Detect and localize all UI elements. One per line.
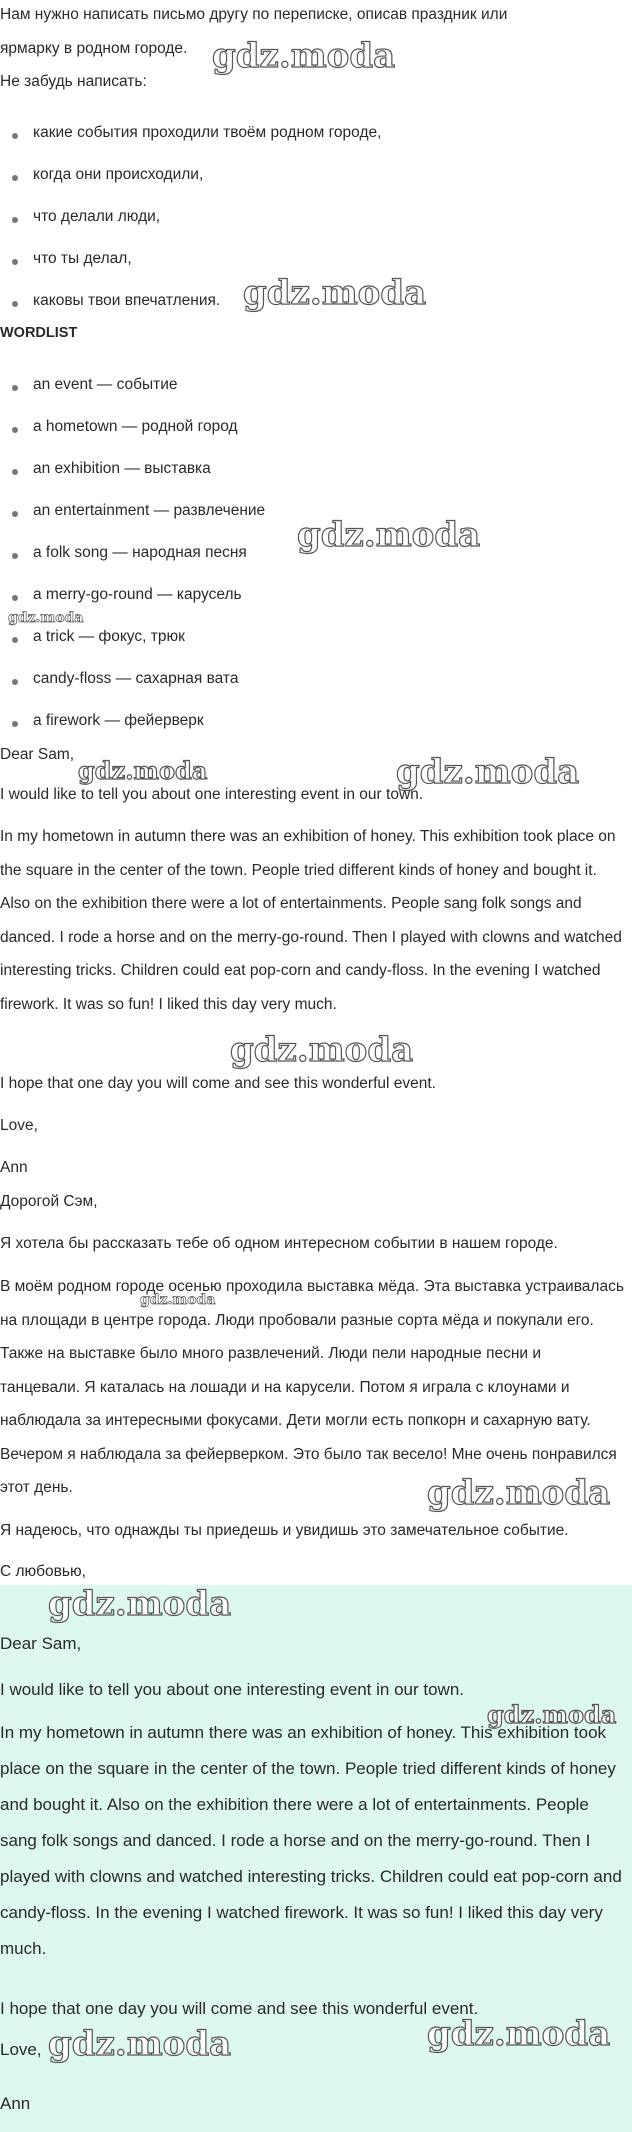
watermark-logo: gdz.moda bbox=[140, 1292, 216, 1308]
watermark-logo: gdz.moda bbox=[48, 1584, 232, 1624]
bullet-dot bbox=[12, 595, 18, 601]
task-line-1: Нам нужно написать письмо другу по переписке, описав праздник или bbox=[0, 6, 508, 23]
watermark-logo: gdz.moda bbox=[212, 36, 396, 76]
bullet-dot bbox=[12, 511, 18, 517]
watermark-logo: gdz.moda bbox=[78, 756, 208, 785]
list-item: a folk song — народная песня bbox=[33, 544, 247, 561]
bullet-dot bbox=[12, 133, 18, 139]
letter-intro: I would like to tell you about one interesting event in our town. bbox=[0, 786, 424, 803]
letter-body: In my hometown in autumn there was an exhibition of honey. This exhibition took place on the square in the center of the town. People tried different kinds of honey and bought it. Also on the exhibition there were a lot of entertainments. People sang folk songs and danced. I rode a horse and on the merry-go-round. Then I played with clowns and watched interesting tricks. Children could eat pop-corn and candy-floss. In the evening I watched firework. It was so fun! I liked this day very much. bbox=[0, 828, 622, 1013]
watermark-logo: gdz.moda bbox=[230, 1030, 414, 1070]
letter-closing-line: I hope that one day you will come and see this wonderful event. bbox=[0, 1075, 436, 1092]
watermark-logo: gdz.moda bbox=[396, 752, 580, 792]
watermark-logo: gdz.moda bbox=[487, 1700, 617, 1729]
wordlist-heading: WORDLIST bbox=[0, 325, 78, 341]
list-item: a firework — фейерверк bbox=[33, 712, 204, 729]
list-item: an entertainment — развлечение bbox=[33, 502, 266, 519]
bullet-dot bbox=[12, 469, 18, 475]
bullet-dot bbox=[12, 553, 18, 559]
watermark-logo: gdz.moda bbox=[48, 2024, 232, 2064]
list-item: какие события проходили твоём родном городе, bbox=[33, 124, 382, 141]
list-item: an exhibition — выставка bbox=[33, 460, 211, 477]
letter-closing-line: Я надеюсь, что однажды ты приедешь и увидишь это замечательное событие. bbox=[0, 1522, 569, 1539]
letter-signature: Ann bbox=[0, 2094, 31, 2113]
task-line-2: ярмарку в родном городе. bbox=[0, 40, 188, 57]
letter-closing-line: I hope that one day you will come and see this wonderful event. bbox=[0, 1999, 479, 2018]
letter-body: В моём родном городе осенью проходила выставка мёда. Эта выставка устраивалась на площади в центре города. Люди пробовали разные сорта мёда и покупали его. Также на выставке было много развлечений. Люди пели народные песни и танцевали. Я каталась на лошади и на карусели. Потом я играла с клоунами и наблюдала за интересными фокусами. Дети могли есть попкорн и сахарную вату. Вечером я наблюдала за фейерверком. Это было так весело! Мне очень понравился этот день. bbox=[0, 1278, 624, 1496]
watermark-logo: gdz.moda bbox=[243, 273, 427, 313]
list-item: a hometown — родной город bbox=[33, 418, 238, 435]
letter-signoff: С любовью, bbox=[0, 1563, 86, 1580]
list-item: что ты делал, bbox=[33, 250, 132, 267]
watermark-logo: gdz.moda bbox=[297, 515, 481, 555]
letter-signoff: Love, bbox=[0, 2040, 42, 2059]
bullet-dot bbox=[12, 637, 18, 643]
list-item: a trick — фокус, трюк bbox=[33, 628, 185, 645]
list-item: candy-floss — сахарная вата bbox=[33, 670, 239, 687]
bullet-dot bbox=[12, 217, 18, 223]
bullet-dot bbox=[12, 175, 18, 181]
letter-intro: I would like to tell you about one interesting event in our town. bbox=[0, 1680, 465, 1699]
watermark-logo: gdz.moda bbox=[8, 610, 84, 626]
watermark-logo: gdz.moda bbox=[427, 2014, 611, 2054]
list-item: каковы твои впечатления. bbox=[33, 292, 221, 309]
list-item: когда они происходили, bbox=[33, 166, 204, 183]
letter-greeting: Dear Sam, bbox=[0, 1634, 82, 1653]
task-line-3: Не забудь написать: bbox=[0, 73, 147, 90]
list-item: что делали люди, bbox=[33, 208, 161, 225]
letter-greeting: Дорогой Сэм, bbox=[0, 1193, 98, 1210]
bullet-dot bbox=[12, 721, 18, 727]
bullet-dot bbox=[12, 301, 18, 307]
letter-intro: Я хотела бы рассказать тебе об одном интересном событии в нашем городе. bbox=[0, 1235, 558, 1252]
list-item: an event — событие bbox=[33, 376, 178, 393]
bullet-dot bbox=[12, 679, 18, 685]
letter-greeting: Dear Sam, bbox=[0, 746, 75, 763]
bullet-dot bbox=[12, 259, 18, 265]
letter-signoff: Love, bbox=[0, 1117, 38, 1134]
watermark-logo: gdz.moda bbox=[427, 1473, 611, 1513]
list-item: a merry-go-round — карусель bbox=[33, 586, 242, 603]
letter-signature: Ann bbox=[0, 1159, 28, 1176]
letter-body: In my hometown in autumn there was an exhibition of honey. This exhibition took place on the square in the center of the town. People tried different kinds of honey and bought it. Also on the exhibition there were a lot of entertainments. People sang folk songs and danced. I rode a horse and on the merry-go-round. Then I played with clowns and watched interesting tricks. Children could eat pop-corn and candy-floss. In the evening I watched firework. It was so fun! I liked this day very much. bbox=[0, 1723, 622, 1958]
bullet-dot bbox=[12, 427, 18, 433]
bullet-dot bbox=[12, 385, 18, 391]
